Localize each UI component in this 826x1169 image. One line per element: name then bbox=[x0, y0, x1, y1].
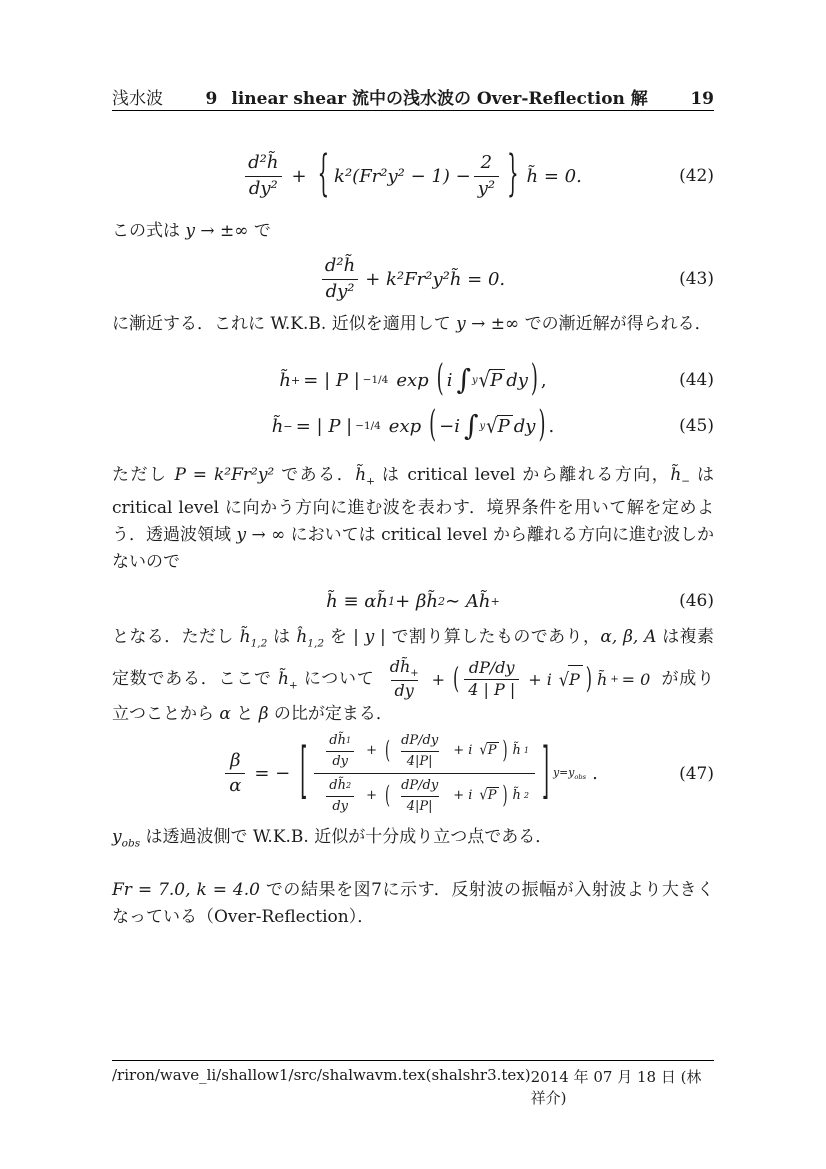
right-paren: ) bbox=[538, 404, 546, 446]
radical bbox=[559, 665, 583, 693]
radical-sign: √ bbox=[478, 368, 491, 393]
denominator: dy² bbox=[245, 176, 282, 201]
math-expression: dh̃ bbox=[329, 733, 346, 749]
subscript: obs bbox=[574, 773, 587, 782]
paragraph-text: に漸近する．これに W.K.B. 近似を適用して bbox=[112, 314, 457, 334]
math-expression: dh̃ bbox=[329, 778, 346, 794]
exp-function: exp bbox=[396, 369, 429, 391]
equation-44 bbox=[112, 358, 714, 402]
integral-sign: ∫ bbox=[456, 362, 471, 396]
subscript: 2 bbox=[437, 594, 446, 608]
numerator: 2 bbox=[480, 152, 493, 173]
math-inline: β bbox=[258, 703, 269, 724]
paragraph-1 bbox=[112, 218, 714, 245]
page-body bbox=[112, 130, 714, 931]
math-inline: y → ∞ bbox=[236, 525, 286, 546]
differential: dy bbox=[506, 369, 528, 391]
footer-rule bbox=[112, 1060, 714, 1061]
differential: dy bbox=[513, 415, 536, 437]
left-brace: { bbox=[317, 146, 330, 203]
numerator: dP/dy bbox=[401, 733, 439, 749]
left-bracket: [ bbox=[300, 736, 308, 808]
radical bbox=[479, 787, 499, 805]
left-paren: ( bbox=[429, 404, 437, 446]
math-inline: Fr = 7.0, k = 4.0 bbox=[112, 880, 260, 901]
subscript: + bbox=[366, 475, 375, 488]
radical-sign: √ bbox=[479, 741, 488, 760]
numerator: β bbox=[230, 749, 241, 771]
math-inline: α, β, A bbox=[600, 627, 657, 648]
subscript: + bbox=[290, 373, 301, 387]
inline-equation bbox=[383, 658, 654, 701]
paragraph-text: は複素定数である．ここで bbox=[112, 627, 715, 689]
paragraph-text: で割り算したものであり， bbox=[385, 627, 601, 648]
superscript-exponent: −1/4 bbox=[355, 420, 381, 432]
footer-file-path: /riron/wave_li/shallow1/src/shalwavm.tex(shalshr3.tex) bbox=[112, 1066, 531, 1084]
equation-47 bbox=[112, 732, 714, 816]
plus-operator: + bbox=[366, 742, 378, 758]
paragraph-text: においては critical level から離れる方向に進む波しかないので bbox=[112, 525, 714, 573]
subscript: 1,2 bbox=[307, 637, 325, 650]
equation-number-46: (46) bbox=[679, 591, 714, 612]
math-symbol-h: h̃ bbox=[279, 369, 291, 391]
subscript: 1 bbox=[345, 736, 352, 746]
denominator: y² bbox=[474, 176, 499, 201]
left-paren: ( bbox=[436, 358, 444, 400]
paragraph-text: となる．ただし bbox=[112, 627, 240, 648]
math-expression: = | P | bbox=[295, 415, 353, 437]
big-fraction bbox=[314, 729, 535, 818]
header-left-title: 浅水波 bbox=[112, 89, 163, 109]
math-inline: ĥ bbox=[296, 627, 308, 648]
math-expression: = 0 bbox=[621, 669, 651, 689]
header-page-number: 19 bbox=[690, 89, 714, 109]
math-inline: P = k²Fr²y² bbox=[174, 465, 275, 485]
paragraph-text: は critical level から離れる方向， bbox=[375, 465, 671, 485]
math-inline: | y | bbox=[353, 627, 386, 648]
exp-function: exp bbox=[388, 415, 422, 437]
fraction bbox=[464, 659, 519, 699]
math-inline: h̃ bbox=[239, 627, 251, 648]
right-paren: ) bbox=[585, 661, 593, 696]
paragraph-text: と bbox=[230, 703, 259, 724]
paragraph-5 bbox=[112, 824, 714, 857]
punctuation: . bbox=[592, 763, 598, 785]
paragraph-text: について bbox=[297, 668, 381, 689]
subscript: obs bbox=[121, 837, 141, 850]
equation-number-42: (42) bbox=[679, 166, 714, 186]
math-expression: h̃ = 0. bbox=[526, 165, 582, 187]
numerator bbox=[323, 776, 357, 796]
plus-operator: + bbox=[431, 669, 445, 689]
math-expression: ∼ Ah̃ bbox=[445, 590, 491, 612]
fraction bbox=[386, 658, 423, 701]
condition-text: y=y bbox=[553, 766, 575, 780]
radicand: P bbox=[568, 665, 583, 693]
radical bbox=[479, 742, 499, 760]
section-number: 9 bbox=[205, 89, 218, 109]
equation-number-45: (45) bbox=[679, 416, 714, 436]
paragraph-text: ただし bbox=[112, 465, 175, 485]
equation-number-47: (47) bbox=[679, 763, 714, 784]
paragraph-text: は critical level に向かう方向に進む波を表わす．境界条件を用いて解を定めよう．透過波領域 bbox=[112, 465, 715, 546]
plus-operator: + i bbox=[453, 742, 473, 758]
numerator: d²h̃ bbox=[324, 255, 356, 276]
denominator: dy bbox=[391, 680, 418, 700]
superscript-exponent: −1/4 bbox=[362, 374, 389, 386]
math-expression: = | P | bbox=[303, 369, 360, 391]
paragraph-2 bbox=[112, 311, 714, 338]
subscript: + bbox=[610, 673, 619, 685]
equation-44-body bbox=[279, 358, 547, 400]
denominator: α bbox=[225, 773, 245, 798]
radicand: P bbox=[487, 742, 500, 760]
plus-operator: + i bbox=[528, 669, 552, 689]
right-paren: ) bbox=[502, 782, 508, 811]
plus-operator: + i bbox=[453, 787, 473, 803]
numerator: dP/dy bbox=[401, 778, 439, 794]
equation-46-body bbox=[326, 591, 500, 612]
header-section-title bbox=[163, 84, 690, 109]
paragraph-text: で bbox=[248, 221, 271, 241]
equation-42 bbox=[112, 146, 714, 206]
page-footer bbox=[112, 1066, 714, 1108]
denominator: dy bbox=[326, 796, 354, 817]
subscript: 1,2 bbox=[250, 637, 268, 650]
fraction bbox=[225, 750, 245, 798]
subscript: 1 bbox=[523, 745, 530, 755]
paragraph-text: を bbox=[324, 627, 354, 648]
denominator: 4|P| bbox=[401, 751, 439, 772]
plus-operator: + bbox=[366, 787, 378, 803]
equation-43-body bbox=[318, 255, 508, 303]
math-symbol-h: h̃ bbox=[597, 669, 608, 689]
left-paren: ( bbox=[385, 736, 391, 766]
radical-sign: √ bbox=[486, 414, 498, 439]
evaluation-condition bbox=[553, 766, 586, 781]
subscript: − bbox=[681, 475, 691, 488]
denominator bbox=[314, 773, 535, 818]
equation-number-44: (44) bbox=[679, 370, 714, 390]
subscript: + bbox=[288, 679, 298, 692]
math-expression: dh̃ bbox=[389, 656, 411, 676]
radical-sign: √ bbox=[558, 668, 570, 691]
header-rule bbox=[112, 110, 714, 111]
fraction bbox=[323, 731, 357, 771]
subscript: 2 bbox=[345, 781, 352, 791]
footer-date: 2014 年 07 月 18 日 (林 祥介) bbox=[530, 1068, 702, 1107]
paragraph-text: は透過波側で W.K.B. 近似が十分成り立つ点である． bbox=[140, 826, 553, 847]
math-inline: y bbox=[112, 826, 122, 847]
paragraph-3 bbox=[112, 462, 714, 576]
left-paren: ( bbox=[452, 661, 460, 696]
paragraph-text: での結果を図7に示す．反射波の振幅が入射波より大きくなっている（Over-Reflection）． bbox=[112, 880, 714, 928]
numerator bbox=[314, 729, 535, 773]
paragraph-text: の比が定まる． bbox=[268, 703, 393, 724]
section-title-text: linear shear 流中の浅水波の Over-Reflection 解 bbox=[231, 89, 648, 109]
plus-operator: + bbox=[291, 165, 307, 187]
imaginary-unit: i bbox=[446, 369, 453, 391]
punctuation: . bbox=[548, 415, 555, 437]
integral-sign: ∫ bbox=[464, 408, 479, 442]
math-symbol-h: h̃ bbox=[512, 787, 521, 803]
subscript: + bbox=[410, 667, 419, 679]
right-paren: ) bbox=[502, 736, 508, 766]
numerator bbox=[386, 658, 423, 681]
radicand: P bbox=[487, 787, 500, 805]
fraction bbox=[395, 731, 444, 771]
page-header bbox=[112, 84, 714, 109]
equation-45 bbox=[112, 404, 714, 448]
equals-minus: = − bbox=[254, 763, 291, 785]
equation-46 bbox=[112, 584, 714, 618]
denominator: dy bbox=[326, 751, 354, 772]
right-brace: } bbox=[507, 146, 519, 203]
right-paren: ) bbox=[530, 358, 538, 400]
radicand: P bbox=[489, 369, 505, 391]
numerator: d²h̃ bbox=[248, 152, 279, 173]
fraction bbox=[321, 255, 359, 303]
punctuation: , bbox=[540, 369, 547, 391]
left-paren: ( bbox=[385, 782, 391, 811]
paragraph-text: である． bbox=[274, 465, 356, 485]
integral-upper-limit: y bbox=[471, 374, 478, 386]
math-expression: k²(Fr²y² − 1) − bbox=[334, 165, 471, 187]
paragraph-text: は bbox=[267, 627, 297, 648]
radical bbox=[479, 369, 506, 391]
math-expression: + βh̃ bbox=[395, 590, 438, 612]
fraction bbox=[323, 776, 357, 816]
equation-45-body bbox=[271, 404, 555, 446]
subscript: + bbox=[490, 594, 500, 608]
subscript: 1 bbox=[388, 594, 396, 608]
math-inline: y → ±∞ bbox=[456, 314, 520, 334]
denominator: dy² bbox=[322, 279, 359, 304]
imaginary-unit: −i bbox=[439, 415, 460, 437]
equation-42-body bbox=[241, 146, 585, 203]
math-inline: y → ±∞ bbox=[185, 221, 249, 241]
paragraph-6 bbox=[112, 877, 714, 931]
math-symbol-h: h̃ bbox=[512, 742, 521, 758]
paragraph-text: この式は bbox=[112, 221, 186, 241]
math-expression: h̃ ≡ αh̃ bbox=[326, 590, 389, 612]
numerator: dP/dy bbox=[468, 658, 515, 678]
paragraph-text: が成り立つことから bbox=[112, 668, 715, 724]
subscript: 2 bbox=[523, 791, 530, 801]
integral-upper-limit: y bbox=[479, 420, 486, 432]
right-bracket: ] bbox=[542, 736, 550, 808]
equation-43 bbox=[112, 251, 714, 307]
fraction bbox=[395, 776, 444, 816]
paragraph-4 bbox=[112, 624, 714, 727]
radical bbox=[486, 415, 513, 437]
radical-sign: √ bbox=[479, 787, 488, 805]
math-inline: h̃ bbox=[355, 465, 367, 485]
equation-number-43: (43) bbox=[679, 269, 714, 289]
fraction bbox=[474, 152, 499, 200]
denominator: 4 | P | bbox=[464, 679, 519, 699]
subscript: − bbox=[283, 419, 293, 433]
paragraph-text: での漸近解が得られる． bbox=[519, 314, 712, 334]
math-inline: h̃ bbox=[670, 465, 682, 485]
equation-47-body bbox=[222, 729, 604, 818]
fraction bbox=[244, 152, 282, 200]
radicand: P bbox=[497, 415, 513, 437]
denominator: 4|P| bbox=[401, 796, 439, 817]
math-expression: + k²Fr²y²h̃ = 0. bbox=[365, 268, 506, 290]
math-inline: α bbox=[219, 703, 231, 724]
math-symbol-h: h̃ bbox=[271, 415, 284, 437]
math-inline: h̃ bbox=[277, 668, 289, 689]
numerator bbox=[323, 731, 357, 751]
